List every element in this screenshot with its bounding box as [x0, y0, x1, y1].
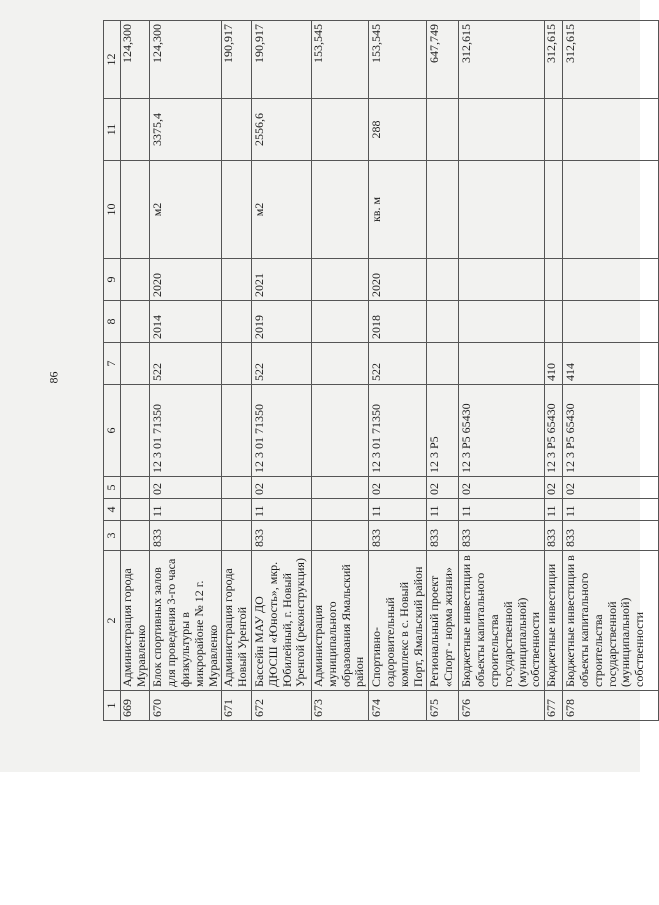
name-cell: Администрация города Новый Уренгой	[222, 551, 252, 691]
table-body	[120, 21, 658, 721]
section-cell: 11	[545, 499, 563, 521]
expense-type-cell: 522	[150, 343, 222, 385]
target-article-cell: 12 3 01 71350	[369, 385, 427, 477]
expense-type-cell: 522	[369, 343, 427, 385]
target-article-cell: 12 3 P5 65430	[563, 385, 659, 477]
name-cell: Бюджетные инвестиции	[545, 551, 563, 691]
start-year-cell: 2014	[150, 301, 222, 343]
expense-type-cell: 522	[251, 343, 311, 385]
subsection-cell: 02	[563, 477, 659, 499]
end-year-cell: 2020	[369, 259, 427, 301]
header-cell: 7	[104, 343, 121, 385]
end-year-cell	[222, 259, 252, 301]
amount-cell: 312,615	[563, 21, 659, 99]
start-year-cell	[563, 301, 659, 343]
header-cell: 10	[104, 161, 121, 259]
subsection-cell: 02	[251, 477, 311, 499]
start-year-cell: 2018	[369, 301, 427, 343]
header-cell: 12	[104, 21, 121, 99]
subsection-cell	[311, 477, 368, 499]
name-cell: Блок спортивных залов для проведения 3-го часа физкультуры в микрорайоне № 12 г. Муравленко	[150, 551, 222, 691]
section-cell	[222, 499, 252, 521]
amount-cell: 153,545	[369, 21, 427, 99]
capacity-cell	[120, 99, 150, 161]
row-number-cell: 670	[150, 691, 222, 721]
code-cell	[222, 521, 252, 551]
subsection-cell	[222, 477, 252, 499]
start-year-cell	[427, 301, 459, 343]
unit-cell: м2	[150, 161, 222, 259]
unit-cell	[311, 161, 368, 259]
target-article-cell: 12 3 P5 65430	[459, 385, 545, 477]
amount-cell: 312,615	[459, 21, 545, 99]
amount-cell: 190,917	[222, 21, 252, 99]
table-row	[150, 21, 222, 721]
capacity-cell: 288	[369, 99, 427, 161]
subsection-cell: 02	[545, 477, 563, 499]
amount-cell: 124,300	[150, 21, 222, 99]
target-article-cell	[311, 385, 368, 477]
rotated-table-container	[103, 21, 647, 721]
subsection-cell	[120, 477, 150, 499]
expense-type-cell: 410	[545, 343, 563, 385]
header-cell: 2	[104, 551, 121, 691]
unit-cell: м2	[251, 161, 311, 259]
end-year-cell	[311, 259, 368, 301]
section-cell	[120, 499, 150, 521]
name-cell: Бюджетные инвестиции в объекты капитального строительства государственной (муниципальной) собственности	[459, 551, 545, 691]
table-row	[120, 21, 150, 721]
subsection-cell: 02	[150, 477, 222, 499]
row-number-cell: 669	[120, 691, 150, 721]
unit-cell	[120, 161, 150, 259]
amount-cell: 647,749	[427, 21, 459, 99]
code-cell: 833	[545, 521, 563, 551]
start-year-cell	[222, 301, 252, 343]
target-article-cell	[222, 385, 252, 477]
unit-cell	[222, 161, 252, 259]
end-year-cell: 2021	[251, 259, 311, 301]
end-year-cell	[120, 259, 150, 301]
end-year-cell	[427, 259, 459, 301]
end-year-cell	[545, 259, 563, 301]
table-row	[251, 21, 311, 721]
header-cell: 6	[104, 385, 121, 477]
header-cell: 1	[104, 691, 121, 721]
end-year-cell: 2020	[150, 259, 222, 301]
name-cell: Администрация города Муравленко	[120, 551, 150, 691]
row-number-cell: 672	[251, 691, 311, 721]
code-cell: 833	[150, 521, 222, 551]
header-cell: 3	[104, 521, 121, 551]
amount-cell: 153,545	[311, 21, 368, 99]
row-number-cell: 674	[369, 691, 427, 721]
name-cell: Бюджетные инвестиции в объекты капитального строительства государственной (муниципальной) собственности	[563, 551, 659, 691]
section-cell: 11	[427, 499, 459, 521]
capacity-cell: 2556,6	[251, 99, 311, 161]
section-cell: 11	[150, 499, 222, 521]
header-cell: 8	[104, 301, 121, 343]
table-row	[459, 21, 545, 721]
subsection-cell: 02	[427, 477, 459, 499]
table-row	[563, 21, 659, 721]
capacity-cell	[222, 99, 252, 161]
code-cell	[311, 521, 368, 551]
amount-cell: 124,300	[120, 21, 150, 99]
table-row	[369, 21, 427, 721]
section-cell: 11	[563, 499, 659, 521]
header-cell: 9	[104, 259, 121, 301]
capacity-cell: 3375,4	[150, 99, 222, 161]
amount-cell: 312,615	[545, 21, 563, 99]
name-cell: Региональный проект «Спорт - норма жизни»	[427, 551, 459, 691]
code-cell	[120, 521, 150, 551]
row-number-cell: 675	[427, 691, 459, 721]
expense-type-cell: 414	[563, 343, 659, 385]
code-cell: 833	[459, 521, 545, 551]
target-article-cell: 12 3 P5	[427, 385, 459, 477]
budget-table	[103, 20, 659, 721]
section-cell	[311, 499, 368, 521]
header-cell: 11	[104, 99, 121, 161]
end-year-cell	[459, 259, 545, 301]
target-article-cell: 12 3 01 71350	[150, 385, 222, 477]
capacity-cell	[563, 99, 659, 161]
start-year-cell	[311, 301, 368, 343]
page-number: 86	[46, 371, 61, 384]
header-cell: 5	[104, 477, 121, 499]
capacity-cell	[459, 99, 545, 161]
capacity-cell	[311, 99, 368, 161]
target-article-cell	[120, 385, 150, 477]
capacity-cell	[545, 99, 563, 161]
section-cell: 11	[369, 499, 427, 521]
unit-cell	[459, 161, 545, 259]
expense-type-cell	[311, 343, 368, 385]
target-article-cell: 12 3 01 71350	[251, 385, 311, 477]
table-row	[427, 21, 459, 721]
unit-cell	[427, 161, 459, 259]
expense-type-cell	[459, 343, 545, 385]
expense-type-cell	[427, 343, 459, 385]
table-row	[545, 21, 563, 721]
unit-cell	[545, 161, 563, 259]
row-number-cell: 673	[311, 691, 368, 721]
start-year-cell	[459, 301, 545, 343]
section-cell: 11	[251, 499, 311, 521]
code-cell: 833	[251, 521, 311, 551]
capacity-cell	[427, 99, 459, 161]
row-number-cell: 671	[222, 691, 252, 721]
name-cell: Бассейн МАУ ДО ДЮСШ «Юность», мкр. Юбилейный, г. Новый Уренгой (реконструкция)	[251, 551, 311, 691]
row-number-cell: 676	[459, 691, 545, 721]
header-row	[104, 21, 121, 721]
table-row	[222, 21, 252, 721]
start-year-cell	[120, 301, 150, 343]
expense-type-cell	[120, 343, 150, 385]
start-year-cell: 2019	[251, 301, 311, 343]
start-year-cell	[545, 301, 563, 343]
expense-type-cell	[222, 343, 252, 385]
unit-cell: кв. м	[369, 161, 427, 259]
target-article-cell: 12 3 P5 65430	[545, 385, 563, 477]
code-cell: 833	[369, 521, 427, 551]
name-cell: Спортивно-оздоровительный комплекс в с. Новый Порт, Ямальский район	[369, 551, 427, 691]
amount-cell: 190,917	[251, 21, 311, 99]
table-row	[311, 21, 368, 721]
code-cell: 833	[427, 521, 459, 551]
header-cell: 4	[104, 499, 121, 521]
section-cell: 11	[459, 499, 545, 521]
name-cell: Администрация муниципального образования Ямальский район	[311, 551, 368, 691]
row-number-cell: 677	[545, 691, 563, 721]
subsection-cell: 02	[369, 477, 427, 499]
code-cell: 833	[563, 521, 659, 551]
subsection-cell: 02	[459, 477, 545, 499]
row-number-cell: 678	[563, 691, 659, 721]
unit-cell	[563, 161, 659, 259]
end-year-cell	[563, 259, 659, 301]
